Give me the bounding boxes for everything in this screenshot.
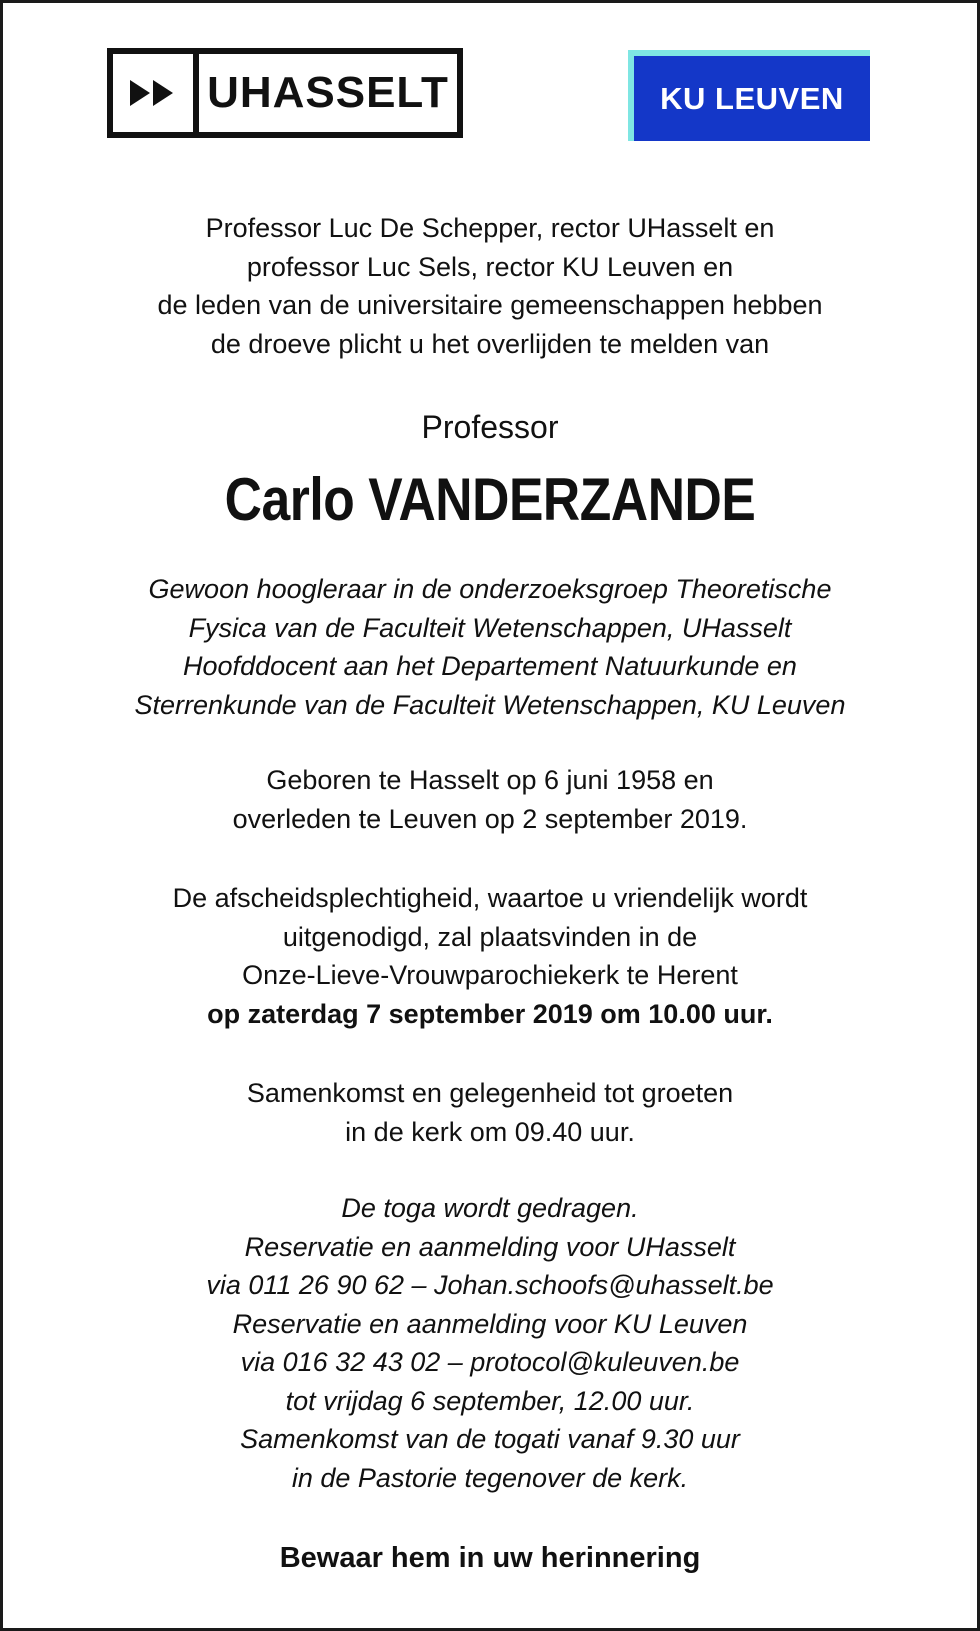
intro-paragraph xyxy=(43,209,937,363)
roles-paragraph xyxy=(43,570,937,724)
toga-line: De toga wordt gedragen. xyxy=(341,1193,639,1223)
fast-forward-icon xyxy=(113,54,199,132)
birth-line: Geboren te Hasselt op 6 juni 1958 en xyxy=(266,765,714,795)
intro-line: de leden van de universitaire gemeenschappen hebben xyxy=(157,290,823,320)
kuleuven-wordmark: KU LEUVEN xyxy=(634,56,870,141)
role-line: Hoofddocent aan het Departement Natuurkunde en xyxy=(183,651,797,681)
gathering-line: in de kerk om 09.40 uur. xyxy=(345,1116,635,1147)
closing-line: Bewaar hem in uw herinnering xyxy=(279,1542,701,1574)
ceremony-line: uitgenodigd, zal plaatsvinden in de xyxy=(282,921,698,952)
ceremony-line: De afscheidsplechtigheid, waartoe u vriendelijk wordt xyxy=(172,883,808,913)
academic-title: Professor xyxy=(421,409,559,445)
kuleuven-logo xyxy=(628,50,870,141)
ceremony-line: Onze-Lieve-Vrouwparochiekerk te Herent xyxy=(242,960,738,990)
reservation-kuleuven-line: Reservatie en aanmelding voor KU Leuven xyxy=(232,1308,748,1339)
uhasselt-wordmark: UHASSELT xyxy=(207,68,449,117)
death-line: overleden te Leuven op 2 september 2019. xyxy=(232,803,748,834)
togati-location-line: in de Pastorie tegenover de kerk. xyxy=(291,1462,689,1493)
role-line: Gewoon hoogleraar in de onderzoeksgroep Theoretische xyxy=(148,574,832,604)
role-line: Fysica van de Faculteit Wetenschappen, UHasselt xyxy=(188,612,792,643)
gathering-line: Samenkomst en gelegenheid tot groeten xyxy=(246,1078,734,1108)
ceremony-paragraph xyxy=(43,879,937,1033)
uhasselt-logo xyxy=(107,48,463,138)
role-line: Sterrenkunde van de Faculteit Wetenschappen, KU Leuven xyxy=(134,689,846,720)
togati-gathering-line: Samenkomst van de togati vanaf 9.30 uur xyxy=(240,1424,740,1454)
ceremony-date: op zaterdag 7 september 2019 om 10.00 uur. xyxy=(207,998,773,1029)
contact-uhasselt-line: via 011 26 90 62 – Johan.schoofs@uhasselt.be xyxy=(206,1270,774,1300)
practical-info-paragraph xyxy=(43,1189,937,1497)
intro-line: Professor Luc De Schepper, rector UHasselt en xyxy=(205,213,775,243)
reservation-uhasselt-line: Reservatie en aanmelding voor UHasselt xyxy=(244,1231,736,1262)
gathering-paragraph xyxy=(43,1074,937,1151)
intro-line: professor Luc Sels, rector KU Leuven en xyxy=(246,251,734,282)
intro-line: de droeve plicht u het overlijden te melden van xyxy=(210,328,770,359)
deceased-name: Carlo VANDERZANDE xyxy=(224,466,756,533)
dates-paragraph xyxy=(43,761,937,838)
contact-kuleuven-line: via 016 32 43 02 – protocol@kuleuven.be xyxy=(240,1347,740,1377)
deadline-line: tot vrijdag 6 september, 12.00 uur. xyxy=(285,1385,695,1416)
